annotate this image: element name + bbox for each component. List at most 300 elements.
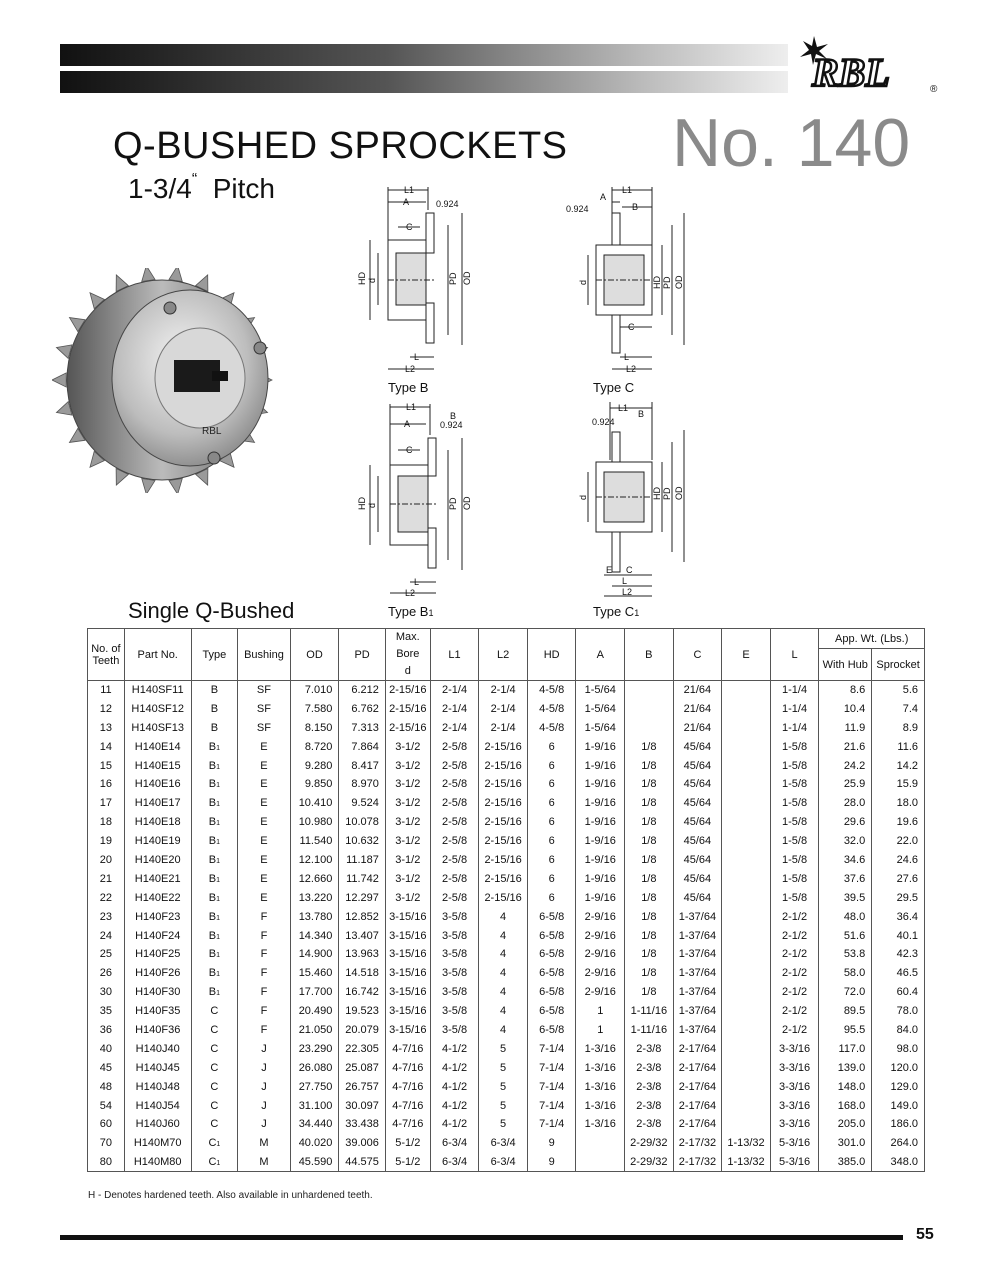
table-cell: 7.010 — [290, 681, 339, 700]
table-cell: H140J45 — [124, 1058, 191, 1077]
table-cell: 32.0 — [819, 832, 872, 851]
table-cell — [722, 1077, 771, 1096]
table-cell: B1 — [191, 794, 238, 813]
table-cell: 1-13/32 — [722, 1134, 771, 1153]
header-hd: HD — [527, 629, 576, 681]
table-cell: 1/8 — [625, 756, 674, 775]
table-cell: 5 — [479, 1039, 528, 1058]
table-cell — [625, 681, 674, 700]
table-cell — [722, 888, 771, 907]
header-part-no: Part No. — [124, 629, 191, 681]
table-cell: 6.762 — [339, 699, 386, 718]
table-cell: H140F24 — [124, 926, 191, 945]
table-cell: 3-5/8 — [430, 945, 479, 964]
table-cell: 1-37/64 — [673, 1021, 722, 1040]
table-cell: 1-5/8 — [770, 756, 819, 775]
table-cell: 34.6 — [819, 851, 872, 870]
table-cell: H140SF11 — [124, 681, 191, 700]
table-cell: 3-3/16 — [770, 1077, 819, 1096]
table-row — [88, 775, 925, 794]
table-cell: 95.5 — [819, 1021, 872, 1040]
table-cell: 3-5/8 — [430, 983, 479, 1002]
table-cell: 2-3/8 — [625, 1039, 674, 1058]
table-cell: 1 — [576, 1002, 625, 1021]
table-cell: 25.087 — [339, 1058, 386, 1077]
svg-text:C: C — [406, 222, 413, 232]
table-cell: C — [191, 1002, 238, 1021]
table-cell: 40.020 — [290, 1134, 339, 1153]
table-cell: 7.580 — [290, 699, 339, 718]
table-cell: 2-15/16 — [479, 756, 528, 775]
table-cell: 40 — [88, 1039, 125, 1058]
table-cell: 11.6 — [872, 737, 925, 756]
table-cell: 2-1/4 — [430, 681, 479, 700]
table-cell: 5 — [479, 1058, 528, 1077]
header-c: C — [673, 629, 722, 681]
svg-text:®: ® — [930, 84, 938, 95]
diagram-type-b — [350, 185, 490, 375]
table-cell: 2-17/32 — [673, 1153, 722, 1172]
table-cell: 6-5/8 — [527, 964, 576, 983]
table-cell: 2-5/8 — [430, 813, 479, 832]
table-cell: 2-5/8 — [430, 756, 479, 775]
table-cell: 10.410 — [290, 794, 339, 813]
header-a: A — [576, 629, 625, 681]
table-cell: 72.0 — [819, 983, 872, 1002]
table-cell: 1-5/8 — [770, 869, 819, 888]
table-cell: 27.750 — [290, 1077, 339, 1096]
table-cell: 21.050 — [290, 1021, 339, 1040]
table-cell: 6-5/8 — [527, 1021, 576, 1040]
svg-text:L1: L1 — [406, 402, 417, 412]
table-cell: H140E18 — [124, 813, 191, 832]
table-cell: 45/64 — [673, 775, 722, 794]
table-cell: 2-15/16 — [479, 888, 528, 907]
table-cell: 2-5/8 — [430, 737, 479, 756]
table-cell: 21/64 — [673, 718, 722, 737]
table-cell: 7-1/4 — [527, 1058, 576, 1077]
header-bar-top — [60, 44, 788, 66]
table-cell: 2-5/8 — [430, 775, 479, 794]
table-cell: 2-15/16 — [479, 851, 528, 870]
table-cell: 24 — [88, 926, 125, 945]
table-cell: 45/64 — [673, 813, 722, 832]
table-cell — [722, 851, 771, 870]
table-cell: 7.4 — [872, 699, 925, 718]
table-cell: 15.460 — [290, 964, 339, 983]
table-row — [88, 699, 925, 718]
table-cell: 1-5/8 — [770, 794, 819, 813]
table-cell: B1 — [191, 756, 238, 775]
svg-text:L2: L2 — [626, 364, 637, 374]
table-cell: 22.305 — [339, 1039, 386, 1058]
table-cell: 3-1/2 — [385, 794, 430, 813]
table-cell: 23.290 — [290, 1039, 339, 1058]
table-cell: 7.864 — [339, 737, 386, 756]
svg-text:PD: PD — [662, 487, 672, 500]
table-cell: 31.100 — [290, 1096, 339, 1115]
table-cell: E — [238, 756, 291, 775]
header-b: B — [625, 629, 674, 681]
svg-text:PD: PD — [448, 497, 458, 510]
table-cell: 2-1/4 — [479, 681, 528, 700]
table-cell: H140M70 — [124, 1134, 191, 1153]
table-cell: H140E17 — [124, 794, 191, 813]
table-cell: H140J40 — [124, 1039, 191, 1058]
table-cell: 2-17/64 — [673, 1039, 722, 1058]
table-cell: 6.212 — [339, 681, 386, 700]
table-cell: 2-3/8 — [625, 1058, 674, 1077]
svg-text:B: B — [638, 409, 645, 419]
table-cell: 2-5/8 — [430, 869, 479, 888]
header-e: E — [722, 629, 771, 681]
table-cell: H140E22 — [124, 888, 191, 907]
table-cell: 1-5/64 — [576, 718, 625, 737]
table-cell: 1-3/16 — [576, 1058, 625, 1077]
table-cell: 1-9/16 — [576, 794, 625, 813]
table-cell — [722, 869, 771, 888]
table-cell: B1 — [191, 945, 238, 964]
table-cell: 51.6 — [819, 926, 872, 945]
table-cell: 1-37/64 — [673, 1002, 722, 1021]
table-cell — [722, 737, 771, 756]
table-cell: 1/8 — [625, 832, 674, 851]
table-cell: 6-5/8 — [527, 983, 576, 1002]
table-cell — [722, 1058, 771, 1077]
table-cell: 53.8 — [819, 945, 872, 964]
table-cell — [722, 699, 771, 718]
svg-text:A: A — [600, 192, 607, 202]
table-cell: 6-5/8 — [527, 945, 576, 964]
table-cell: 14.2 — [872, 756, 925, 775]
table-cell: M — [238, 1153, 291, 1172]
table-cell: 12.100 — [290, 851, 339, 870]
table-cell: 186.0 — [872, 1115, 925, 1134]
table-cell: B1 — [191, 964, 238, 983]
table-cell: E — [238, 888, 291, 907]
table-row — [88, 832, 925, 851]
table-cell: 48.0 — [819, 907, 872, 926]
table-cell: 1-37/64 — [673, 945, 722, 964]
table-cell: H140E19 — [124, 832, 191, 851]
table-cell: 60 — [88, 1115, 125, 1134]
table-cell: 8.6 — [819, 681, 872, 700]
table-cell: 3-1/2 — [385, 756, 430, 775]
table-cell: 4 — [479, 964, 528, 983]
table-cell: J — [238, 1039, 291, 1058]
table-cell: E — [238, 851, 291, 870]
table-cell: 4 — [479, 1002, 528, 1021]
table-cell: 2-1/2 — [770, 945, 819, 964]
table-row — [88, 1153, 925, 1172]
table-cell: 2-1/4 — [430, 699, 479, 718]
table-cell: C — [191, 1021, 238, 1040]
table-cell: 89.5 — [819, 1002, 872, 1021]
header-l2: L2 — [479, 629, 528, 681]
table-row — [88, 1115, 925, 1134]
table-cell: 6 — [527, 775, 576, 794]
table-cell: 2-9/16 — [576, 907, 625, 926]
pitch-label: 1-3/4“ Pitch — [128, 171, 275, 204]
table-cell: 1/8 — [625, 737, 674, 756]
svg-text:C: C — [406, 445, 413, 455]
table-cell: 2-15/16 — [479, 775, 528, 794]
table-cell: 1-9/16 — [576, 737, 625, 756]
table-cell: 9 — [527, 1153, 576, 1172]
table-cell: 2-1/2 — [770, 964, 819, 983]
table-cell: 2-1/4 — [479, 699, 528, 718]
table-cell: E — [238, 737, 291, 756]
table-cell: C1 — [191, 1153, 238, 1172]
table-cell: J — [238, 1115, 291, 1134]
table-cell: 40.1 — [872, 926, 925, 945]
type-b-label: Type B — [388, 380, 429, 395]
table-cell: 9.280 — [290, 756, 339, 775]
table-cell: 34.440 — [290, 1115, 339, 1134]
table-cell: 4-1/2 — [430, 1115, 479, 1134]
table-cell: 3-15/16 — [385, 926, 430, 945]
header-bushing: Bushing — [238, 629, 291, 681]
type-c1-label: Type C1 — [593, 604, 640, 619]
table-row — [88, 869, 925, 888]
svg-text:L: L — [414, 577, 420, 587]
table-row — [88, 964, 925, 983]
table-cell: 129.0 — [872, 1077, 925, 1096]
svg-text:C: C — [626, 565, 633, 575]
table-cell: 1-5/64 — [576, 699, 625, 718]
table-cell: 2-17/64 — [673, 1058, 722, 1077]
table-cell: 3-5/8 — [430, 926, 479, 945]
table-cell: 4-5/8 — [527, 699, 576, 718]
table-row — [88, 1096, 925, 1115]
table-cell: 24.6 — [872, 851, 925, 870]
table-cell: H140SF12 — [124, 699, 191, 718]
table-cell: 54 — [88, 1096, 125, 1115]
table-cell: 4-1/2 — [430, 1096, 479, 1115]
table-cell: 4-5/8 — [527, 718, 576, 737]
table-cell: 45/64 — [673, 888, 722, 907]
table-cell: 35 — [88, 1002, 125, 1021]
table-cell: 45/64 — [673, 832, 722, 851]
table-cell: 21 — [88, 869, 125, 888]
table-cell: 19.523 — [339, 1002, 386, 1021]
table-cell: 6 — [527, 832, 576, 851]
svg-text:B: B — [450, 411, 457, 421]
table-cell: 11.9 — [819, 718, 872, 737]
table-cell: F — [238, 907, 291, 926]
table-cell — [722, 1096, 771, 1115]
table-cell — [722, 1039, 771, 1058]
table-cell: 1-5/8 — [770, 888, 819, 907]
table-cell: 45/64 — [673, 851, 722, 870]
table-cell: 8.970 — [339, 775, 386, 794]
table-row — [88, 794, 925, 813]
table-cell: 3-3/16 — [770, 1115, 819, 1134]
table-cell: 39.006 — [339, 1134, 386, 1153]
table-cell: F — [238, 926, 291, 945]
table-cell: 16 — [88, 775, 125, 794]
table-cell: 18.0 — [872, 794, 925, 813]
table-cell: 15 — [88, 756, 125, 775]
header-app-weight: App. Wt. (Lbs.) — [819, 629, 925, 649]
table-cell: 1/8 — [625, 775, 674, 794]
table-cell: 21/64 — [673, 681, 722, 700]
svg-text:OD: OD — [462, 271, 472, 285]
table-cell: 1-5/8 — [770, 775, 819, 794]
table-cell: H140F35 — [124, 1002, 191, 1021]
table-cell: 13.963 — [339, 945, 386, 964]
table-cell: 9.850 — [290, 775, 339, 794]
table-cell: 385.0 — [819, 1153, 872, 1172]
svg-text:0.924: 0.924 — [436, 199, 459, 209]
table-cell: H140F23 — [124, 907, 191, 926]
table-cell: 12.297 — [339, 888, 386, 907]
table-cell: 2-1/4 — [479, 718, 528, 737]
table-cell: 3-15/16 — [385, 1021, 430, 1040]
table-cell: 36.4 — [872, 907, 925, 926]
table-cell: 25 — [88, 945, 125, 964]
table-cell: 149.0 — [872, 1096, 925, 1115]
table-cell: 39.5 — [819, 888, 872, 907]
table-cell: 3-5/8 — [430, 964, 479, 983]
table-cell: 3-5/8 — [430, 1002, 479, 1021]
header-teeth: No. of Teeth — [88, 629, 125, 681]
svg-text:L2: L2 — [405, 364, 416, 374]
table-cell: 9.524 — [339, 794, 386, 813]
table-cell: B1 — [191, 926, 238, 945]
table-cell: 5-1/2 — [385, 1153, 430, 1172]
svg-text:d: d — [367, 277, 377, 283]
table-cell: J — [238, 1077, 291, 1096]
header-sprocket: Sprocket — [872, 649, 925, 681]
table-cell: 6-5/8 — [527, 926, 576, 945]
table-cell: E — [238, 832, 291, 851]
table-cell: 17.700 — [290, 983, 339, 1002]
table-cell: 22 — [88, 888, 125, 907]
table-cell: 4-7/16 — [385, 1077, 430, 1096]
table-cell: 7-1/4 — [527, 1096, 576, 1115]
sprocket-tooth — [52, 373, 66, 387]
table-cell — [722, 681, 771, 700]
table-cell: H140F26 — [124, 964, 191, 983]
table-row — [88, 737, 925, 756]
table-cell: C1 — [191, 1134, 238, 1153]
table-cell: B1 — [191, 869, 238, 888]
table-cell: 2-15/16 — [479, 813, 528, 832]
table-cell — [722, 832, 771, 851]
table-cell: 13.780 — [290, 907, 339, 926]
table-cell: F — [238, 945, 291, 964]
table-cell: 60.4 — [872, 983, 925, 1002]
table-cell: 45 — [88, 1058, 125, 1077]
table-cell: 42.3 — [872, 945, 925, 964]
sprocket-spec-table — [87, 628, 925, 1172]
table-cell: 4-7/16 — [385, 1096, 430, 1115]
table-cell: 7.313 — [339, 718, 386, 737]
table-cell: H140E16 — [124, 775, 191, 794]
table-cell: 36 — [88, 1021, 125, 1040]
table-cell: 45.590 — [290, 1153, 339, 1172]
header-max-bore: Max. Bore d — [385, 629, 430, 681]
table-cell: 98.0 — [872, 1039, 925, 1058]
table-cell: 29.6 — [819, 813, 872, 832]
type-b1-label: Type B1 — [388, 604, 434, 619]
table-cell: 2-1/4 — [430, 718, 479, 737]
table-cell: 4-7/16 — [385, 1058, 430, 1077]
table-cell: 2-9/16 — [576, 983, 625, 1002]
table-cell: 1-1/4 — [770, 699, 819, 718]
table-cell: 2-15/16 — [385, 681, 430, 700]
table-cell: 6-5/8 — [527, 1002, 576, 1021]
table-cell: 2-15/16 — [479, 832, 528, 851]
table-row — [88, 681, 925, 700]
table-cell: 3-1/2 — [385, 737, 430, 756]
table-cell: E — [238, 813, 291, 832]
header-bar-bottom — [60, 71, 788, 93]
table-cell — [625, 718, 674, 737]
table-cell: B1 — [191, 851, 238, 870]
table-cell: 1-9/16 — [576, 832, 625, 851]
table-cell: 70 — [88, 1134, 125, 1153]
table-row — [88, 1134, 925, 1153]
table-cell: 1-37/64 — [673, 983, 722, 1002]
header-type: Type — [191, 629, 238, 681]
table-cell: 3-1/2 — [385, 832, 430, 851]
table-cell — [722, 1115, 771, 1134]
table-cell: B1 — [191, 775, 238, 794]
table-cell — [722, 1021, 771, 1040]
table-cell: 13.220 — [290, 888, 339, 907]
table-cell: 5 — [479, 1096, 528, 1115]
svg-text:L2: L2 — [622, 587, 633, 597]
table-cell: 5.6 — [872, 681, 925, 700]
table-cell: J — [238, 1096, 291, 1115]
table-cell — [722, 1002, 771, 1021]
svg-text:0.924: 0.924 — [592, 417, 615, 427]
svg-text:A: A — [404, 419, 411, 429]
table-cell: 3-1/2 — [385, 888, 430, 907]
table-cell: 9 — [527, 1134, 576, 1153]
table-cell: 18 — [88, 813, 125, 832]
table-cell — [722, 718, 771, 737]
table-cell: 46.5 — [872, 964, 925, 983]
table-cell: 2-1/2 — [770, 1021, 819, 1040]
page-title: Q-BUSHED SPROCKETS — [113, 125, 568, 167]
table-cell: 2-9/16 — [576, 926, 625, 945]
svg-text:d: d — [578, 279, 588, 285]
diagram-type-c — [560, 185, 700, 375]
header-l1: L1 — [430, 629, 479, 681]
table-cell: 6 — [527, 813, 576, 832]
table-cell: 1-37/64 — [673, 907, 722, 926]
table-cell: 3-15/16 — [385, 964, 430, 983]
table-cell: E — [238, 794, 291, 813]
table-cell: 6 — [527, 851, 576, 870]
rbl-logo — [800, 36, 940, 96]
table-cell: 80 — [88, 1153, 125, 1172]
table-cell: 1/8 — [625, 964, 674, 983]
table-cell: 29.5 — [872, 888, 925, 907]
svg-text:B: B — [632, 202, 639, 212]
table-cell: 1 — [576, 1021, 625, 1040]
table-cell: 30 — [88, 983, 125, 1002]
table-cell: H140J48 — [124, 1077, 191, 1096]
table-cell: 8.720 — [290, 737, 339, 756]
table-cell: 2-5/8 — [430, 794, 479, 813]
table-cell: 1/8 — [625, 926, 674, 945]
table-cell: 1/8 — [625, 794, 674, 813]
table-cell: 7-1/4 — [527, 1115, 576, 1134]
